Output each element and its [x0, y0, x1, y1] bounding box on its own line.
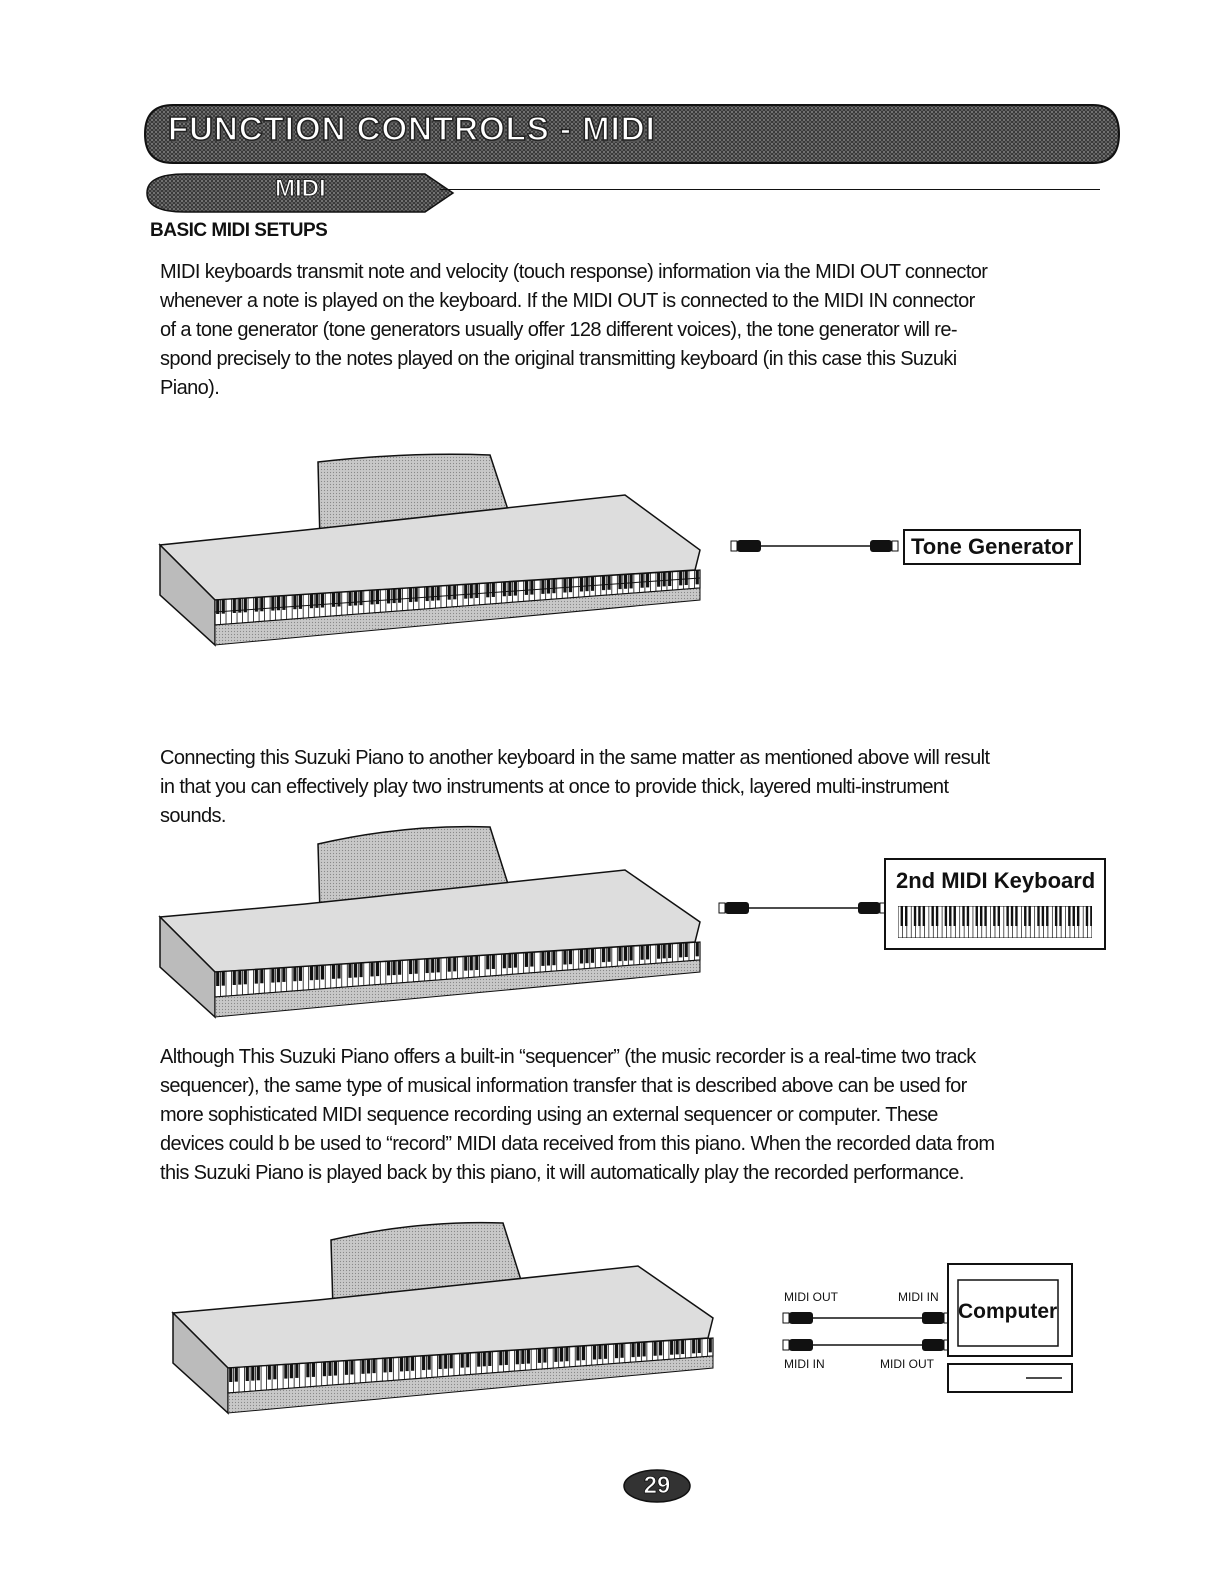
midi-cable-3: [782, 1308, 952, 1328]
text-line: devices could b be used to “record” MIDI data received from this piano. When the recorded data from: [160, 1133, 995, 1155]
computer-icon: [946, 1262, 1074, 1394]
tone-generator-box: Tone Generator: [903, 529, 1081, 565]
text-line: MIDI keyboards transmit note and velocity (touch response) information via the MIDI OUT connector: [160, 261, 988, 283]
midi-cable-2: [718, 898, 888, 918]
text-line: Piano).: [160, 377, 220, 399]
text-line: of a tone generator (tone generators usually offer 128 different voices), the tone generator will re-: [160, 319, 957, 341]
paragraph-3: [160, 1043, 1135, 1188]
section-subtitle: MIDI: [275, 175, 326, 202]
midi-in-label-top: MIDI IN: [898, 1290, 939, 1304]
piano-illustration-1: [155, 450, 715, 650]
text-line: Connecting this Suzuki Piano to another keyboard in the same matter as mentioned above will result: [160, 747, 990, 769]
paragraph-1: [160, 258, 1120, 403]
midi-cable-1: [730, 536, 900, 556]
text-line: sounds.: [160, 805, 226, 827]
piano-illustration-3: [168, 1218, 728, 1418]
second-keyboard-label: 2nd MIDI Keyboard: [896, 868, 1096, 893]
page-number: 29: [643, 1472, 671, 1499]
computer-label: Computer: [958, 1300, 1058, 1323]
midi-cable-4: [782, 1335, 952, 1355]
midi-out-label-top: MIDI OUT: [784, 1290, 838, 1304]
header-rule: [440, 189, 1100, 190]
page-title: FUNCTION CONTROLS - MIDI: [168, 110, 656, 147]
second-keyboard-box: [884, 858, 1106, 950]
midi-out-label-bottom: MIDI OUT: [880, 1357, 934, 1371]
midi-in-label-bottom: MIDI IN: [784, 1357, 825, 1371]
text-line: sequencer), the same type of musical information transfer that is described above can be used for: [160, 1075, 967, 1097]
text-line: this Suzuki Piano is played back by this piano, it will automatically play the recorded performance.: [160, 1162, 964, 1184]
section-heading: BASIC MIDI SETUPS: [150, 220, 328, 241]
piano-illustration-2: [155, 822, 715, 1022]
text-line: whenever a note is played on the keyboard. If the MIDI OUT is connected to the MIDI IN connector: [160, 290, 975, 312]
text-line: in that you can effectively play two instruments at once to provide thick, layered multi-instrument: [160, 776, 949, 798]
keyboard-keys-icon: [898, 906, 1092, 938]
text-line: spond precisely to the notes played on the original transmitting keyboard (in this case this Suzuki: [160, 348, 957, 370]
text-line: Although This Suzuki Piano offers a built-in “sequencer” (the music recorder is a real-time two track: [160, 1046, 976, 1068]
paragraph-2: [160, 744, 1120, 831]
text-line: more sophisticated MIDI sequence recording using an external sequencer or computer. These: [160, 1104, 938, 1126]
